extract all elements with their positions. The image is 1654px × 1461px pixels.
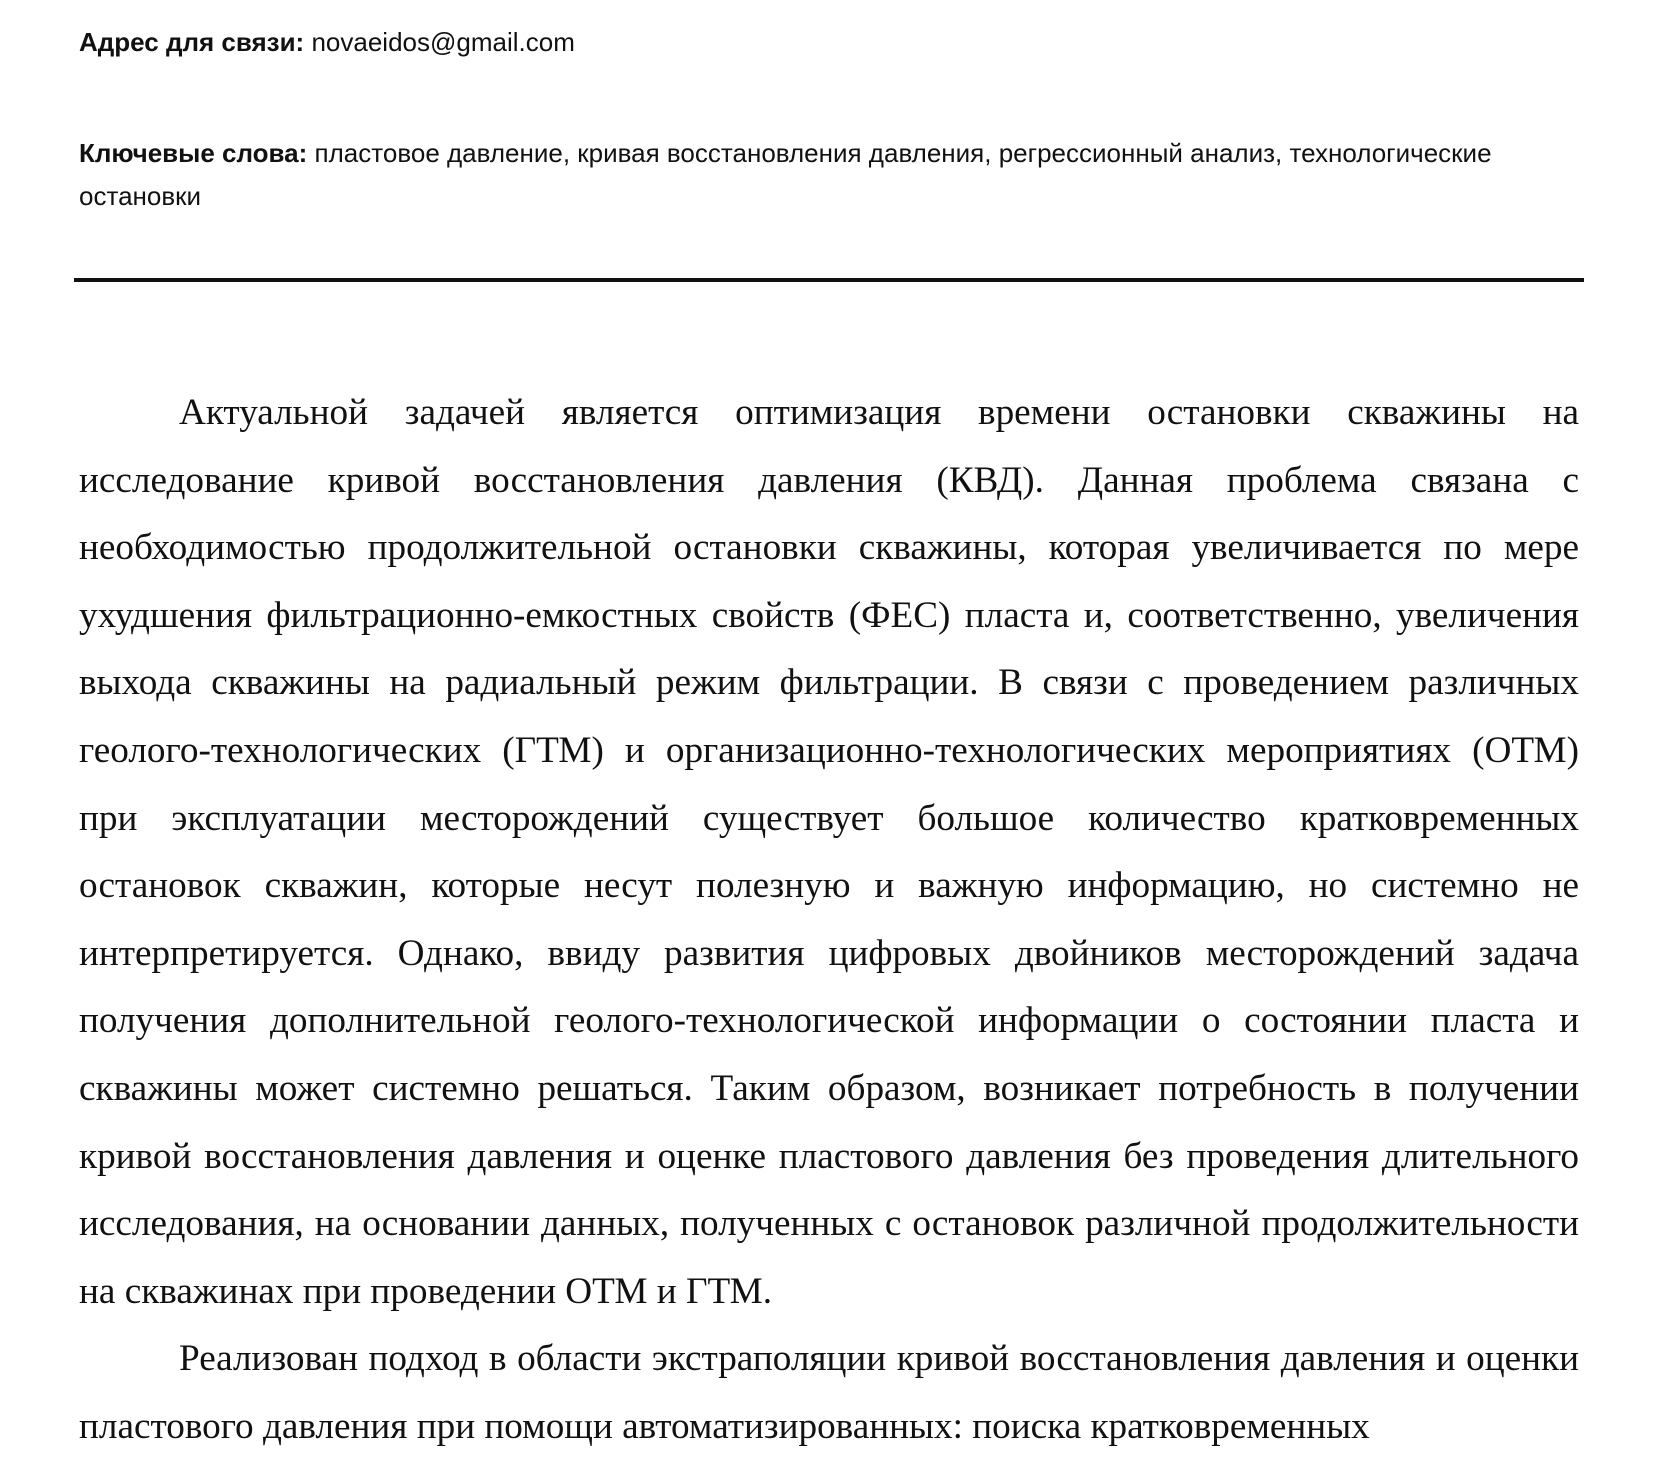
paragraph-2: Реализован подход в области экстраполяции кривой восстановления давления и оценки пластового давления при помощи автоматизированных: поиска кратковременных (79, 1338, 1579, 1447)
contact-line (79, 21, 1579, 64)
keywords-label: Ключевые слова: (79, 138, 308, 168)
contact-label: Адрес для связи: (79, 27, 305, 57)
contact-email: novaeidos@gmail.com (311, 27, 575, 57)
keywords-value: пластовое давление, кривая восстановления давления, регрессионный анализ, технологические остановки (79, 138, 1492, 211)
article-body (79, 379, 1579, 1461)
paragraph-1: Актуальной задачей является оптимизация времени остановки скважины на исследование кривой восстановления давления (КВД). Данная проблема связана с необходимостью продолжительной остановки скважины, которая увеличивается по мере ухудшения фильтрационно-емкостных свойств (ФЕС) пласта и, соответственно, увеличения выхода скважины на радиальный режим фильтрации. В связи с проведением различных геолого-технологических (ГТМ) и организационно-технологических мероприятиях (ОТМ) при эксплуатации месторождений существует большое количество кратковременных остановок скважин, которые несут полезную и важную информацию, но системно не интерпретируется. Однако, ввиду развития цифровых двойников месторождений задача получения дополнительной геолого-технологической информации о состоянии пласта и скважины может системно решаться. Таким образом, возникает потребность в получении кривой восстановления давления и оценке пластового давления без проведения длительного исследования, на основании данных, полученных с остановок различной продолжительности на скважинах при проведении ОТМ и ГТМ. (79, 392, 1579, 1312)
keywords-line (79, 132, 1499, 218)
header-divider (74, 278, 1584, 282)
